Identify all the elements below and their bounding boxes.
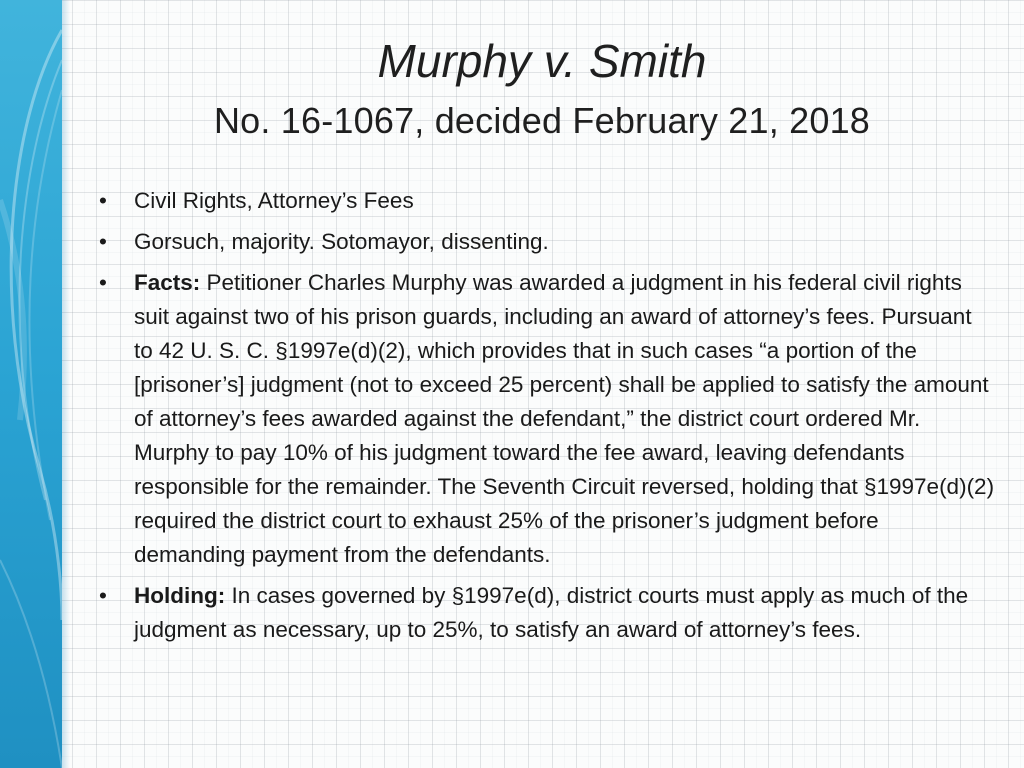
bullet-item-facts bbox=[96, 266, 996, 572]
facts-text: Petitioner Charles Murphy was awarded a judgment in his federal civil rights suit against two of his prison guards, including an award of attorney’s fees. Pursuant to 42 U. S. C. §1997e(d)(2), which provides that in such cases “a portion of the [prisoner’s] judgment (not to exceed 25 percent) shall be applied to satisfy the amount of attorney’s fees awarded against the defendant,” the district court ordered Mr. Murphy to pay 10% of his judgment toward the fee award, leaving defendants responsible for the remainder. The Seventh Circuit reversed, holding that §1997e(d)(2) required the district court to exhaust 25% of the prisoner’s judgment before demanding payment from the defendants. bbox=[134, 270, 995, 567]
holding-label: Holding: bbox=[134, 583, 226, 608]
bullet-marker: • bbox=[99, 188, 107, 213]
bullet-marker: • bbox=[99, 229, 107, 254]
swirl-decoration bbox=[0, 0, 62, 768]
slide-title: Murphy v. Smith bbox=[377, 35, 707, 87]
bullet-text: Civil Rights, Attorney’s Fees bbox=[134, 188, 414, 213]
bullet-item bbox=[96, 184, 996, 218]
bullet-text: Gorsuch, majority. Sotomayor, dissenting. bbox=[134, 229, 549, 254]
bullet-marker: • bbox=[99, 583, 107, 608]
side-band-shadow bbox=[62, 0, 70, 768]
bullet-marker: • bbox=[99, 270, 107, 295]
slide-subtitle: No. 16-1067, decided February 21, 2018 bbox=[213, 100, 871, 141]
facts-label: Facts: bbox=[134, 270, 201, 295]
holding-text: In cases governed by §1997e(d), district courts must apply as much of the judgment as necessary, up to 25%, to satisfy an award of attorney’s fees. bbox=[134, 583, 969, 642]
bullet-item-holding bbox=[96, 579, 996, 647]
bullet-list bbox=[96, 184, 996, 654]
decorative-side-band bbox=[0, 0, 62, 768]
bullet-item bbox=[96, 225, 996, 259]
